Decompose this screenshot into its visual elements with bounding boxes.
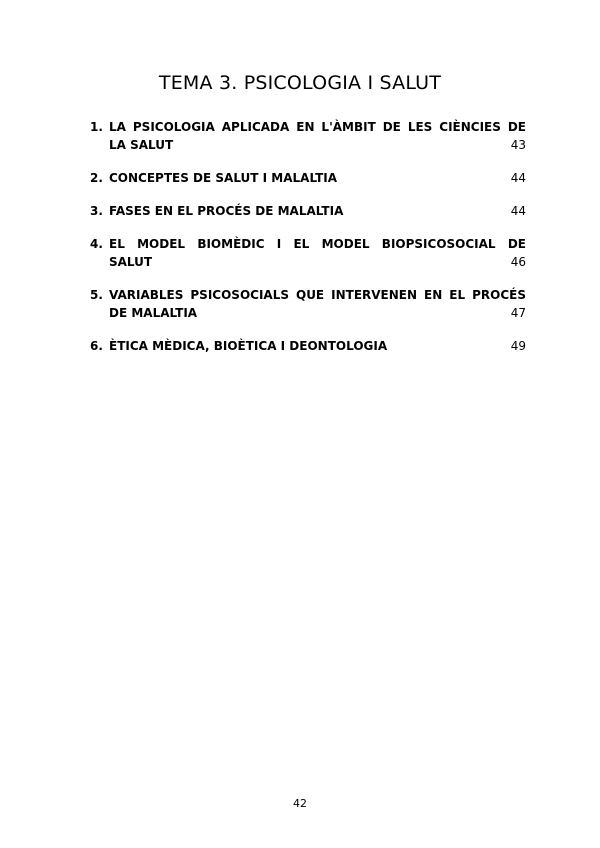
toc-entry-title: ÈTICA MÈDICA, BIOÈTICA I DEONTOLOGIA	[109, 339, 388, 353]
toc-entry-page: 49	[510, 339, 526, 353]
toc-entry-title: FASES EN EL PROCÉS DE MALALTIA	[109, 204, 344, 218]
toc-entry-number: 4.	[90, 237, 103, 251]
toc-entry	[90, 286, 526, 322]
toc-entry-title: EL MODEL BIOMÈDIC I EL MODEL BIOPSICOSOCIAL DE	[109, 237, 526, 251]
page-number: 42	[293, 797, 307, 810]
toc-entry-page: 43	[510, 138, 526, 152]
toc-entry-number: 1.	[90, 120, 103, 134]
toc-entry-number: 5.	[90, 288, 103, 302]
table-of-contents	[90, 118, 526, 355]
toc-entry	[90, 169, 526, 187]
toc-entry-title: LA PSICOLOGIA APLICADA EN L'ÀMBIT DE LES CIÈNCIES DE	[109, 120, 526, 134]
toc-entry-page: 47	[510, 306, 526, 320]
toc-entry	[90, 118, 526, 154]
toc-entry-title-cont: LA SALUT	[109, 138, 174, 152]
toc-entry-page: 44	[510, 204, 526, 218]
toc-entry-page: 44	[510, 171, 526, 185]
toc-entry	[90, 235, 526, 271]
toc-entry-page: 46	[510, 255, 526, 269]
toc-entry-number: 6.	[90, 339, 103, 353]
toc-entry-title-cont: DE MALALTIA	[109, 306, 198, 320]
toc-entry-number: 2.	[90, 171, 103, 185]
toc-entry	[90, 202, 526, 220]
toc-entry	[90, 337, 526, 355]
toc-entry-title-cont: SALUT	[109, 255, 153, 269]
toc-entry-title: CONCEPTES DE SALUT I MALALTIA	[109, 171, 338, 185]
toc-entry-number: 3.	[90, 204, 103, 218]
toc-entry-title: VARIABLES PSICOSOCIALS QUE INTERVENEN EN EL PROCÉS	[109, 288, 526, 302]
page-title: TEMA 3. PSICOLOGIA I SALUT	[158, 72, 442, 94]
